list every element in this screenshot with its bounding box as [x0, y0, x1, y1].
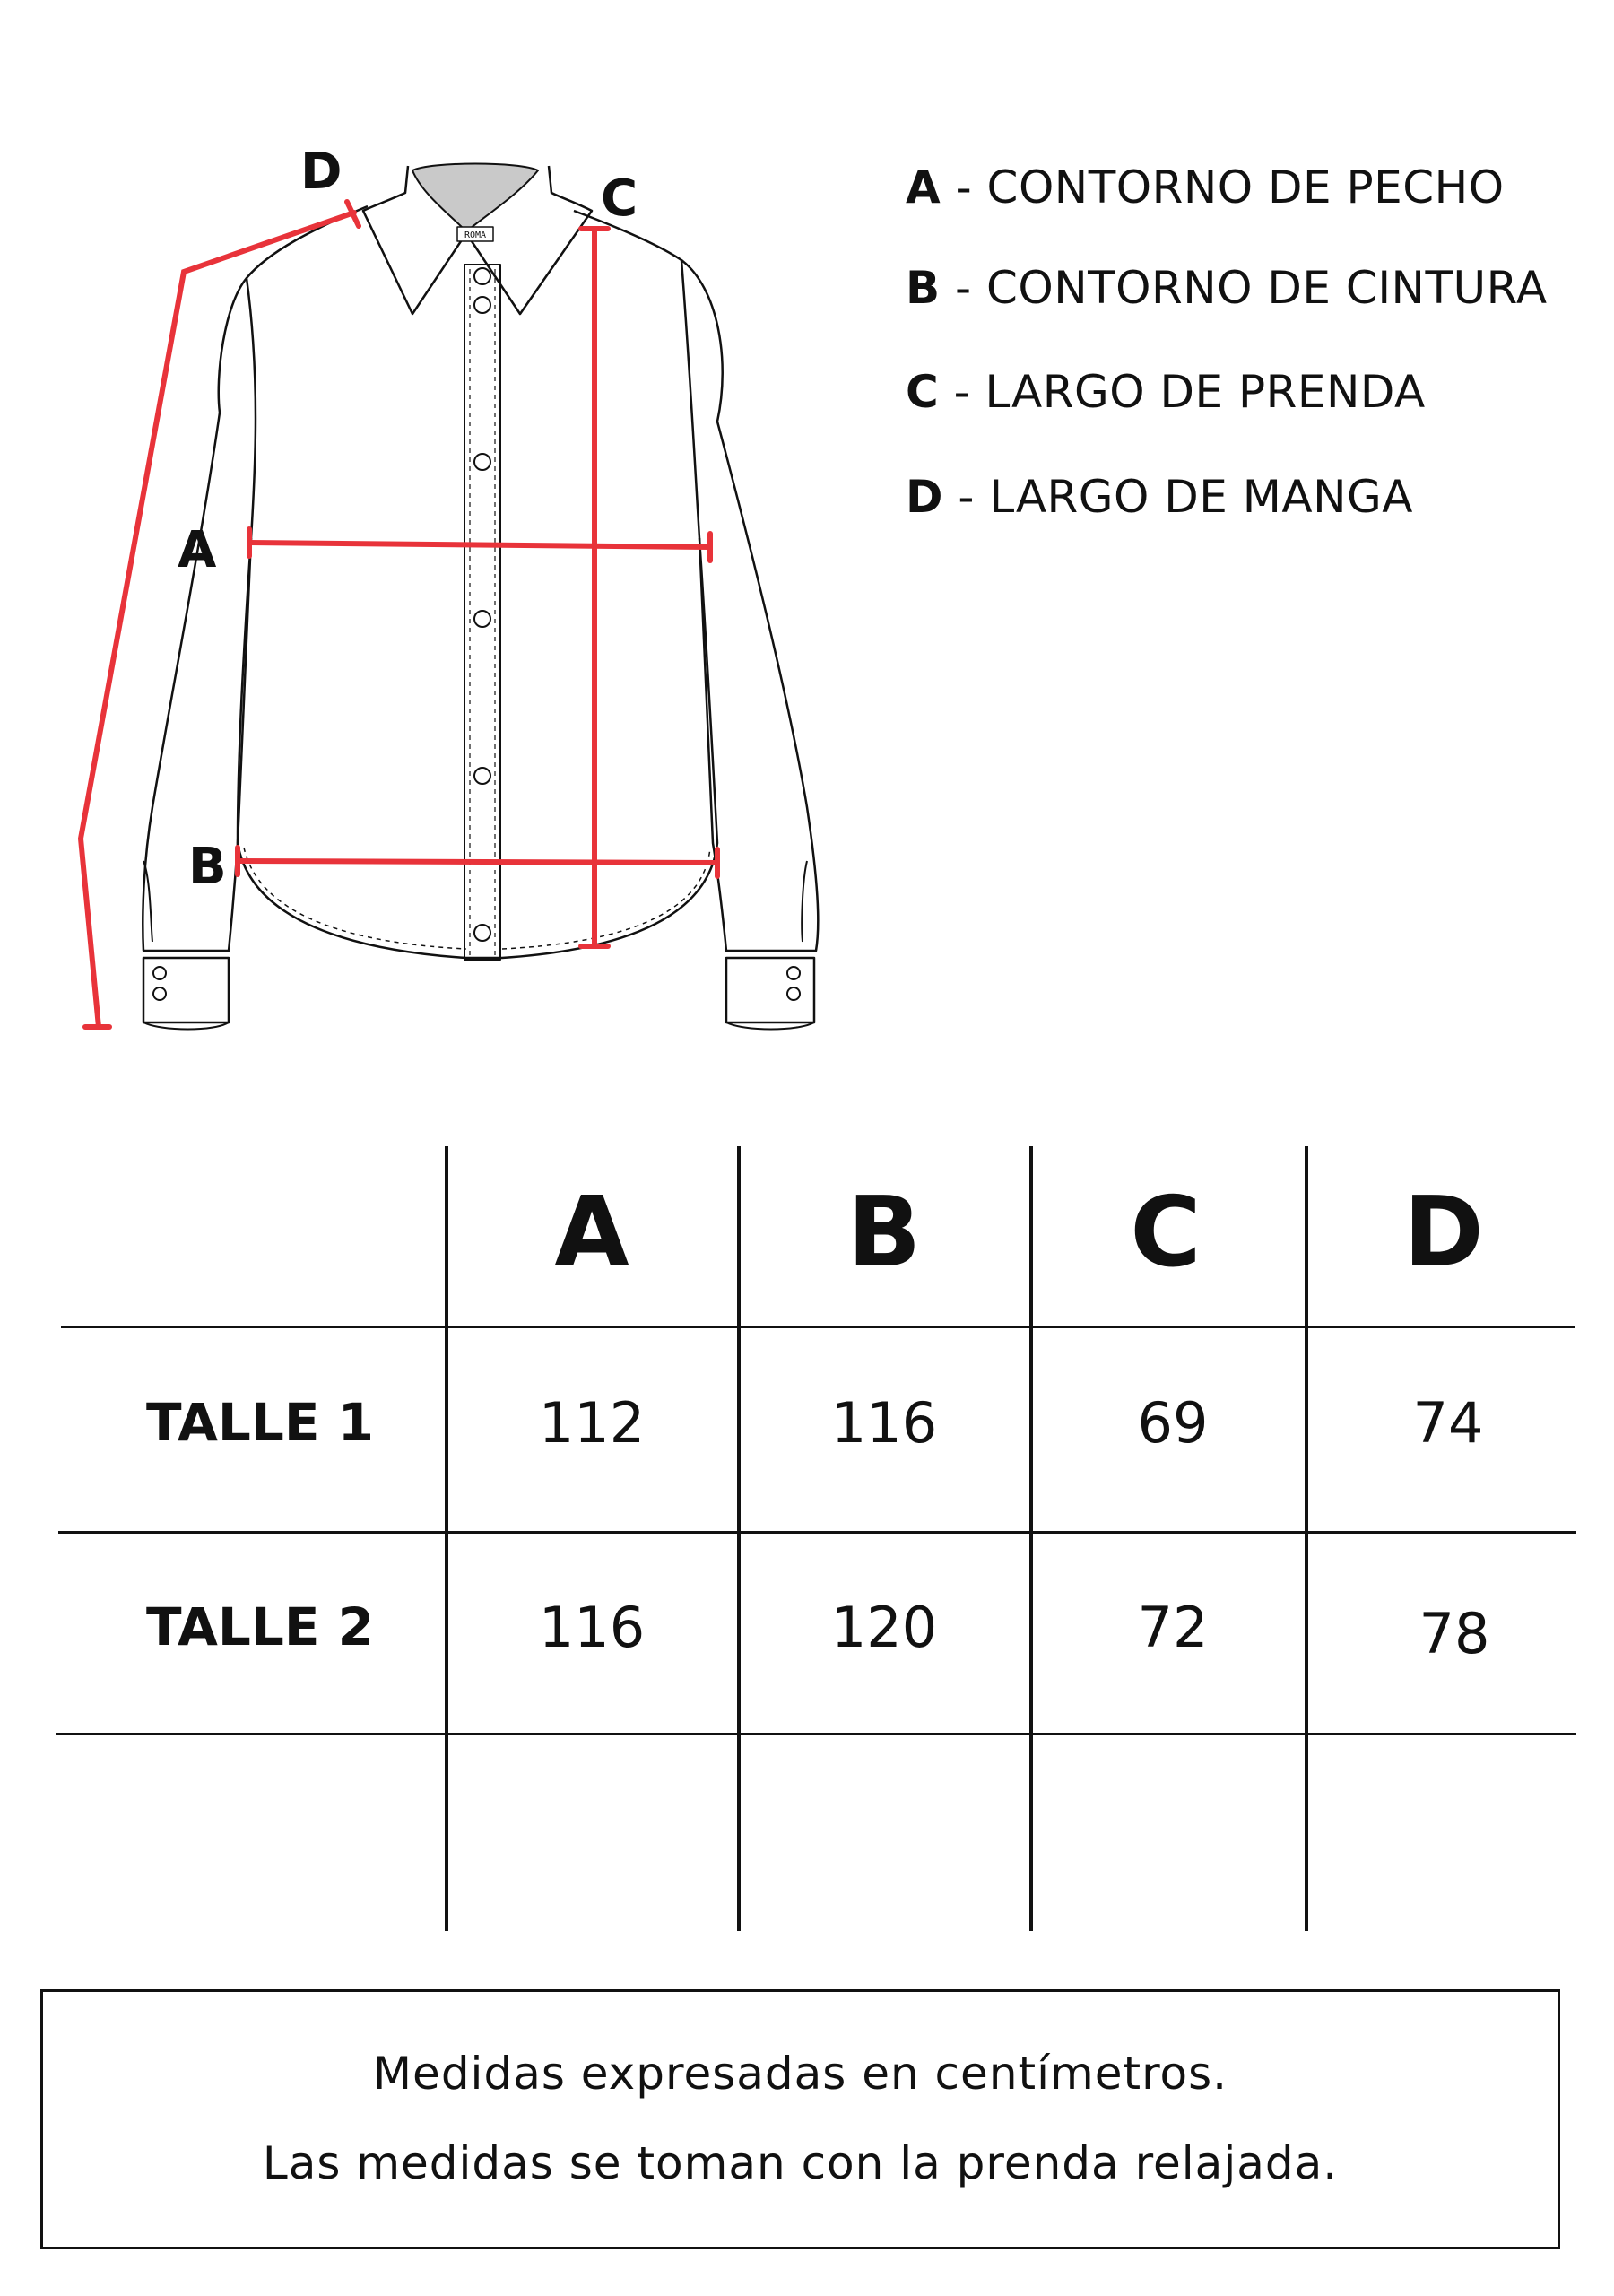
- table-divider: [61, 1326, 1575, 1328]
- column-header-d: D: [1403, 1177, 1484, 1289]
- legend-item-c: [906, 366, 1426, 418]
- row-label-talle-1: TALLE 1: [145, 1392, 375, 1453]
- table-cell: 116: [830, 1390, 938, 1456]
- legend-item-b: [906, 262, 1548, 314]
- legend-item-a: [906, 161, 1505, 213]
- right-sleeve: [681, 260, 818, 951]
- legend-key: A: [906, 161, 941, 213]
- legend-item-d: [906, 471, 1413, 523]
- column-header-a: A: [554, 1177, 629, 1289]
- column-header-c: C: [1130, 1177, 1202, 1289]
- table-divider: [58, 1531, 1576, 1534]
- brand-tag-text: ROMA: [464, 230, 487, 240]
- table-cell: 120: [830, 1595, 938, 1660]
- legend-text: - CONTORNO DE CINTURA: [940, 262, 1548, 314]
- table-divider: [1029, 1146, 1033, 1931]
- shirt-body: [238, 206, 717, 958]
- label-c: C: [601, 170, 638, 228]
- row-label-talle-2: TALLE 2: [145, 1596, 375, 1657]
- note-line-1: Medidas expresadas en centímetros.: [372, 2048, 1228, 2100]
- table-divider: [737, 1146, 741, 1931]
- note-line-2: Las medidas se toman con la prenda relajada.: [262, 2137, 1339, 2189]
- table-cell: 116: [538, 1595, 646, 1660]
- label-d: D: [300, 143, 343, 201]
- legend-key: C: [906, 366, 940, 418]
- label-a: A: [178, 521, 217, 579]
- column-header-b: B: [846, 1177, 922, 1289]
- legend-key: B: [906, 262, 941, 314]
- table-cell: 78: [1419, 1601, 1490, 1666]
- legend-text: - LARGO DE MANGA: [943, 471, 1413, 523]
- table-cell: 112: [538, 1390, 646, 1456]
- legend-text: - LARGO DE PRENDA: [939, 366, 1426, 418]
- table-cell: 72: [1137, 1595, 1209, 1660]
- label-b: B: [188, 838, 227, 896]
- table-divider: [445, 1146, 448, 1931]
- table-divider: [56, 1733, 1576, 1735]
- table-cell: 74: [1412, 1390, 1484, 1456]
- measurement-note: [40, 1989, 1560, 2249]
- legend-text: - CONTORNO DE PECHO: [941, 161, 1505, 213]
- table-divider: [1305, 1146, 1308, 1931]
- table-cell: 69: [1137, 1390, 1209, 1456]
- legend-key: D: [906, 471, 944, 523]
